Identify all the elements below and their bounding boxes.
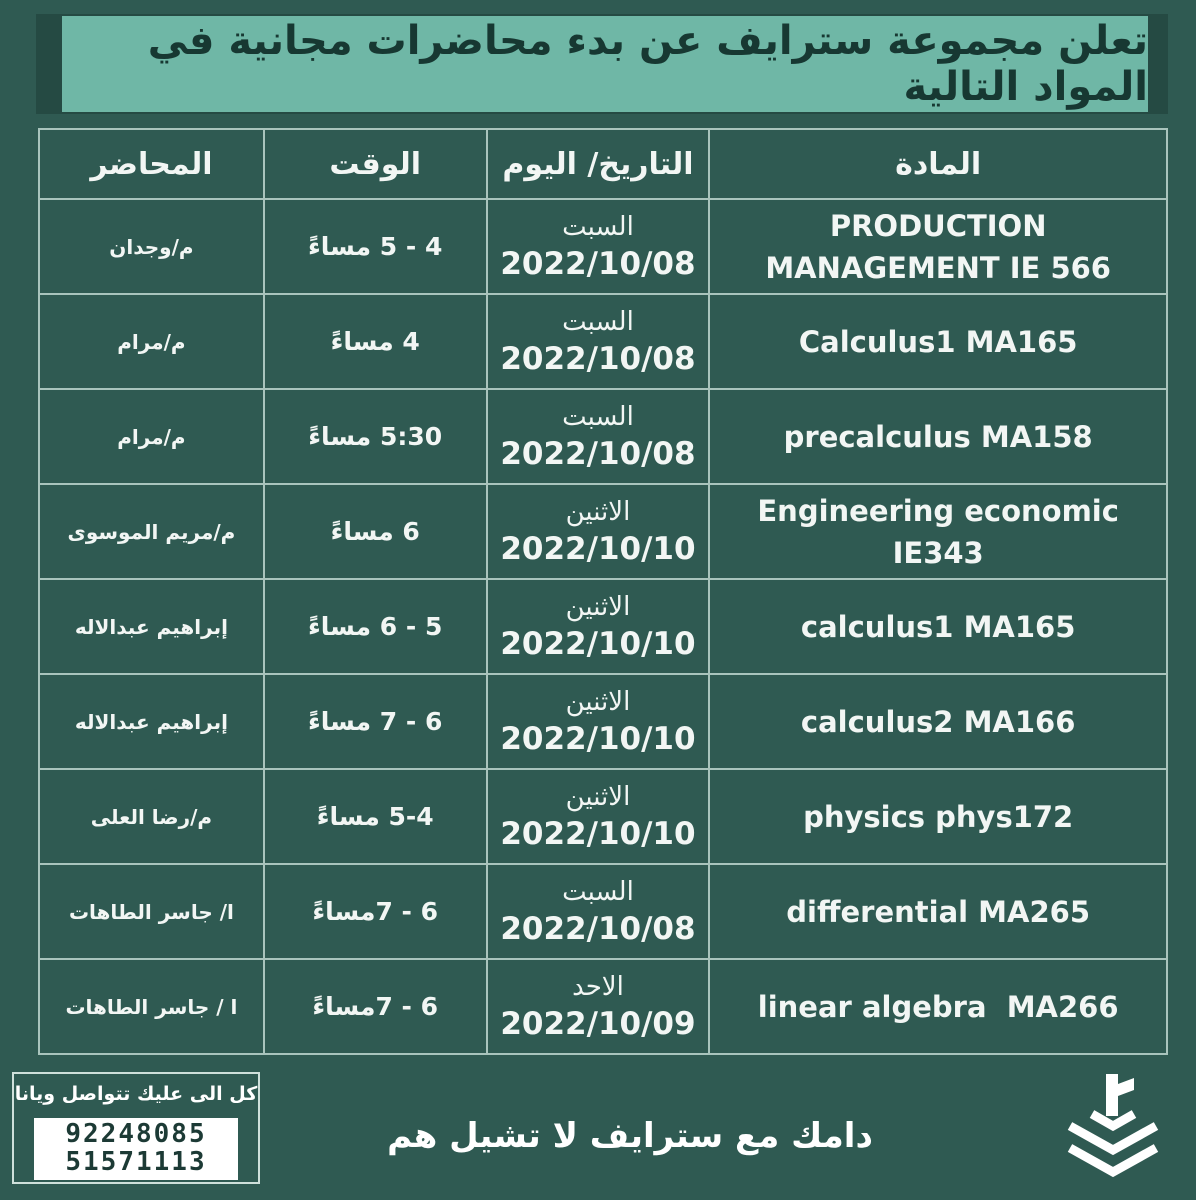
time-cell bbox=[264, 579, 487, 674]
date-cell bbox=[487, 484, 710, 579]
day-text: الاثنين bbox=[565, 591, 631, 622]
date-cell bbox=[487, 199, 710, 294]
contact-box bbox=[12, 1072, 260, 1184]
subject-cell bbox=[709, 959, 1167, 1054]
lecturer-cell bbox=[39, 769, 264, 864]
date-cell bbox=[487, 389, 710, 484]
day-text: الاحد bbox=[572, 971, 624, 1002]
header-lecturer: المحاضر bbox=[39, 129, 264, 199]
schedule-table bbox=[38, 128, 1168, 1055]
time-text: 5 - 6 مساءً bbox=[308, 612, 443, 641]
date-cell bbox=[487, 579, 710, 674]
subject-text: physics phys172 bbox=[803, 799, 1074, 834]
subject-text: Engineering economic IE343 bbox=[757, 493, 1119, 570]
time-cell bbox=[264, 294, 487, 389]
lecturer-cell bbox=[39, 199, 264, 294]
lecturer-text: م/وجدان bbox=[109, 234, 194, 259]
page-title-text: تعلن مجموعة سترايف عن بدء محاضرات مجانية في المواد التالية bbox=[147, 18, 1148, 110]
lecturer-text: م/رضا العلى bbox=[90, 804, 213, 829]
subject-cell bbox=[709, 864, 1167, 959]
day-text: السبت bbox=[562, 306, 634, 337]
day-text: السبت bbox=[562, 876, 634, 907]
time-cell bbox=[264, 769, 487, 864]
date-text: 2022/10/10 bbox=[500, 815, 696, 852]
table-row bbox=[39, 294, 1167, 389]
time-text: 6 - 7 مساءً bbox=[308, 707, 443, 736]
table-row bbox=[39, 864, 1167, 959]
date-text: 2022/10/09 bbox=[500, 1005, 696, 1042]
time-cell bbox=[264, 674, 487, 769]
table-row bbox=[39, 959, 1167, 1054]
date-cell bbox=[487, 294, 710, 389]
phone-number-2: 51571113 bbox=[65, 1147, 207, 1177]
subject-cell bbox=[709, 579, 1167, 674]
day-text: الاثنين bbox=[565, 686, 631, 717]
lecturer-text: ا / جاسر الطاهات bbox=[65, 994, 238, 1019]
table-row bbox=[39, 389, 1167, 484]
lecturer-text: م/مريم الموسوى bbox=[67, 519, 236, 544]
subject-cell bbox=[709, 674, 1167, 769]
day-text: السبت bbox=[562, 211, 634, 242]
table-row bbox=[39, 769, 1167, 864]
lecturer-cell bbox=[39, 484, 264, 579]
date-text: 2022/10/08 bbox=[500, 435, 696, 472]
day-text: السبت bbox=[562, 401, 634, 432]
subject-cell bbox=[709, 389, 1167, 484]
day-text: الاثنين bbox=[565, 781, 631, 812]
date-text: 2022/10/10 bbox=[500, 530, 696, 567]
page-title bbox=[62, 16, 1148, 112]
lecturer-text: إبراهيم عبدالاله bbox=[74, 614, 228, 639]
date-text: 2022/10/08 bbox=[500, 340, 696, 377]
header-subject: المادة bbox=[709, 129, 1167, 199]
time-text: 4 - 5 مساءً bbox=[308, 232, 443, 261]
strive-logo-icon bbox=[1062, 1068, 1164, 1186]
header-date: التاريخ/ اليوم bbox=[487, 129, 710, 199]
subject-text: precalculus MA158 bbox=[783, 419, 1093, 454]
date-cell bbox=[487, 674, 710, 769]
time-text: 5:30 مساءً bbox=[308, 422, 443, 451]
table-row bbox=[39, 484, 1167, 579]
time-text: 4 مساءً bbox=[330, 327, 420, 356]
subject-text: Calculus1 MA165 bbox=[798, 324, 1078, 359]
table-row bbox=[39, 579, 1167, 674]
lecturer-cell bbox=[39, 294, 264, 389]
lecturer-cell bbox=[39, 389, 264, 484]
time-text: 6 - 7مساءً bbox=[312, 992, 439, 1021]
subject-cell bbox=[709, 484, 1167, 579]
lecturer-text: م/مرام bbox=[117, 329, 186, 354]
subject-text: linear algebra MA266 bbox=[757, 989, 1119, 1024]
time-cell bbox=[264, 864, 487, 959]
table-header-row bbox=[39, 129, 1167, 199]
lecturer-text: م/مرام bbox=[117, 424, 186, 449]
table-row bbox=[39, 199, 1167, 294]
header-time: الوقت bbox=[264, 129, 487, 199]
subject-text: calculus1 MA165 bbox=[800, 609, 1076, 644]
subject-text: PRODUCTION MANAGEMENT IE 566 bbox=[765, 208, 1111, 285]
date-text: 2022/10/10 bbox=[500, 720, 696, 757]
lecturer-cell bbox=[39, 674, 264, 769]
time-text: 5-4 مساءً bbox=[316, 802, 434, 831]
table-row bbox=[39, 674, 1167, 769]
contact-label: كل الى عليك تتواصل ويانا bbox=[14, 1083, 258, 1105]
phone-number-1: 92248085 bbox=[65, 1119, 207, 1149]
time-cell bbox=[264, 199, 487, 294]
date-cell bbox=[487, 864, 710, 959]
date-text: 2022/10/10 bbox=[500, 625, 696, 662]
date-text: 2022/10/08 bbox=[500, 245, 696, 282]
subject-cell bbox=[709, 199, 1167, 294]
subject-text: differential MA265 bbox=[786, 894, 1091, 929]
time-cell bbox=[264, 959, 487, 1054]
subject-text: calculus2 MA166 bbox=[800, 704, 1076, 739]
lecturer-cell bbox=[39, 864, 264, 959]
day-text: الاثنين bbox=[565, 496, 631, 527]
subject-cell bbox=[709, 769, 1167, 864]
time-cell bbox=[264, 484, 487, 579]
lecturer-cell bbox=[39, 959, 264, 1054]
lecturer-text: ا/ جاسر الطاهات bbox=[68, 899, 234, 924]
lecturer-cell bbox=[39, 579, 264, 674]
date-text: 2022/10/08 bbox=[500, 910, 696, 947]
date-cell bbox=[487, 769, 710, 864]
lecturer-text: إبراهيم عبدالاله bbox=[74, 709, 228, 734]
time-text: 6 - 7مساءً bbox=[312, 897, 439, 926]
subject-cell bbox=[709, 294, 1167, 389]
time-cell bbox=[264, 389, 487, 484]
date-cell bbox=[487, 959, 710, 1054]
time-text: 6 مساءً bbox=[330, 517, 420, 546]
phone-numbers bbox=[34, 1118, 238, 1180]
footer-slogan: دامك مع سترايف لا تشيل هم bbox=[387, 1116, 873, 1156]
